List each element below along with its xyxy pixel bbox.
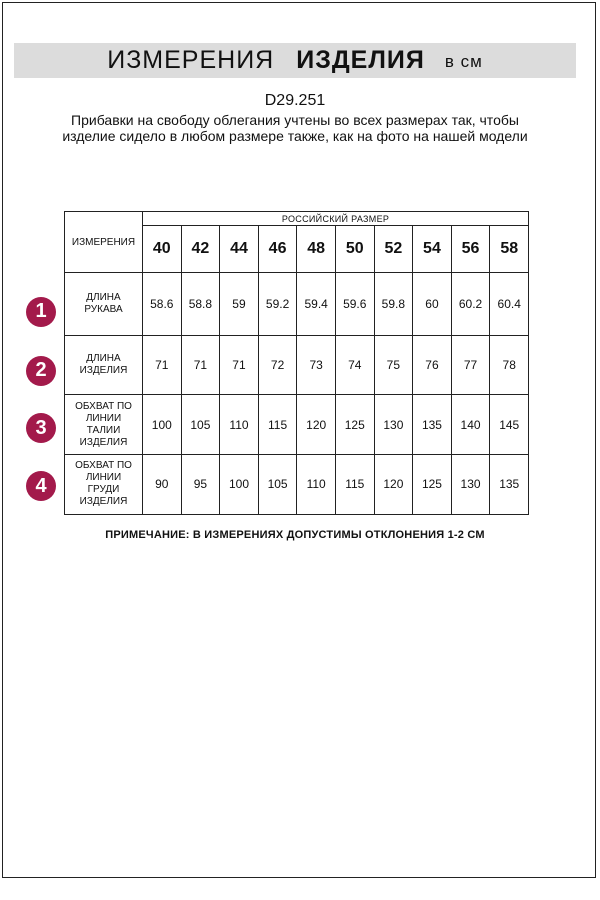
size-header-cell: 42 bbox=[181, 226, 220, 273]
row-label-line: ГРУДИ bbox=[87, 484, 120, 496]
value-cell: 60.4 bbox=[490, 273, 529, 336]
table-row bbox=[65, 336, 529, 395]
deviation-note: ПРИМЕЧАНИЕ: В ИЗМЕРЕНИЯХ ДОПУСТИМЫ ОТКЛОНЕНИЯ 1-2 СМ bbox=[105, 529, 485, 541]
value-cell: 71 bbox=[220, 336, 259, 395]
size-header-cell: 46 bbox=[258, 226, 297, 273]
value-cell: 110 bbox=[297, 454, 336, 514]
value-cell: 71 bbox=[181, 336, 220, 395]
row-label-line: ДЛИНА bbox=[86, 353, 121, 365]
value-cell: 135 bbox=[413, 395, 452, 455]
size-header-cell: 58 bbox=[490, 226, 529, 273]
row-label bbox=[65, 454, 143, 514]
row-label-line: ИЗДЕЛИЯ bbox=[79, 496, 128, 508]
value-cell: 59.4 bbox=[297, 273, 336, 336]
value-cell: 58.8 bbox=[181, 273, 220, 336]
article-number: D29.251 bbox=[264, 92, 326, 109]
row-number-badge: 1 bbox=[26, 297, 56, 327]
value-cell: 135 bbox=[490, 454, 529, 514]
value-cell: 145 bbox=[490, 395, 529, 455]
size-header-cell: 54 bbox=[413, 226, 452, 273]
value-cell: 74 bbox=[335, 336, 374, 395]
header-bar bbox=[14, 43, 576, 78]
size-header-cell: 52 bbox=[374, 226, 413, 273]
value-cell: 71 bbox=[143, 336, 182, 395]
value-cell: 130 bbox=[451, 454, 490, 514]
row-label-line: ДЛИНА bbox=[86, 292, 121, 304]
value-cell: 60 bbox=[413, 273, 452, 336]
value-cell: 72 bbox=[258, 336, 297, 395]
value-cell: 130 bbox=[374, 395, 413, 455]
value-cell: 75 bbox=[374, 336, 413, 395]
title-unit: в см bbox=[444, 51, 483, 71]
row-number-badge: 4 bbox=[26, 471, 56, 501]
fit-note: Прибавки на свободу облегания учтены во всех размерах так, чтобы изделие сидело в любом размере также, как на фото на нашей модели bbox=[62, 112, 528, 144]
value-cell: 140 bbox=[451, 395, 490, 455]
row-label-line: ТАЛИИ bbox=[86, 424, 121, 436]
value-cell: 90 bbox=[143, 454, 182, 514]
value-cell: 100 bbox=[220, 454, 259, 514]
value-cell: 58.6 bbox=[143, 273, 182, 336]
table-row bbox=[65, 395, 529, 455]
row-label-line: РУКАВА bbox=[84, 304, 123, 316]
row-label-line: ОБХВАТ ПО bbox=[75, 400, 132, 412]
value-cell: 59.2 bbox=[258, 273, 297, 336]
value-cell: 105 bbox=[181, 395, 220, 455]
value-cell: 125 bbox=[335, 395, 374, 455]
value-cell: 76 bbox=[413, 336, 452, 395]
size-header-cell: 48 bbox=[297, 226, 336, 273]
row-label bbox=[65, 336, 143, 395]
value-cell: 115 bbox=[335, 454, 374, 514]
russian-size-header: РОССИЙСКИЙ РАЗМЕР bbox=[143, 212, 529, 226]
value-cell: 125 bbox=[413, 454, 452, 514]
size-table bbox=[64, 211, 529, 515]
measurements-header: ИЗМЕРЕНИЯ bbox=[65, 212, 143, 273]
value-cell: 110 bbox=[220, 395, 259, 455]
row-label bbox=[65, 395, 143, 455]
row-label bbox=[65, 273, 143, 336]
value-cell: 73 bbox=[297, 336, 336, 395]
row-number-badge: 3 bbox=[26, 413, 56, 443]
value-cell: 60.2 bbox=[451, 273, 490, 336]
row-label-line: ИЗДЕЛИЯ bbox=[79, 365, 128, 377]
value-cell: 77 bbox=[451, 336, 490, 395]
value-cell: 59 bbox=[220, 273, 259, 336]
title-part-1: ИЗМЕРЕНИЯ bbox=[107, 46, 275, 74]
value-cell: 120 bbox=[374, 454, 413, 514]
size-header-cell: 40 bbox=[143, 226, 182, 273]
row-number-badge: 2 bbox=[26, 356, 56, 386]
value-cell: 100 bbox=[143, 395, 182, 455]
value-cell: 105 bbox=[258, 454, 297, 514]
value-cell: 120 bbox=[297, 395, 336, 455]
table-row bbox=[65, 273, 529, 336]
value-cell: 78 bbox=[490, 336, 529, 395]
value-cell: 115 bbox=[258, 395, 297, 455]
table-row bbox=[65, 454, 529, 514]
size-header-cell: 50 bbox=[335, 226, 374, 273]
value-cell: 59.6 bbox=[335, 273, 374, 336]
row-label-line: ЛИНИИ bbox=[85, 472, 122, 484]
value-cell: 59.8 bbox=[374, 273, 413, 336]
row-label-line: ОБХВАТ ПО bbox=[75, 460, 132, 472]
row-label-line: ЛИНИИ bbox=[85, 412, 122, 424]
row-label-line: ИЗДЕЛИЯ bbox=[79, 436, 128, 448]
size-header-cell: 56 bbox=[451, 226, 490, 273]
size-header-cell: 44 bbox=[220, 226, 259, 273]
value-cell: 95 bbox=[181, 454, 220, 514]
title-part-2: ИЗДЕЛИЯ bbox=[296, 46, 425, 74]
